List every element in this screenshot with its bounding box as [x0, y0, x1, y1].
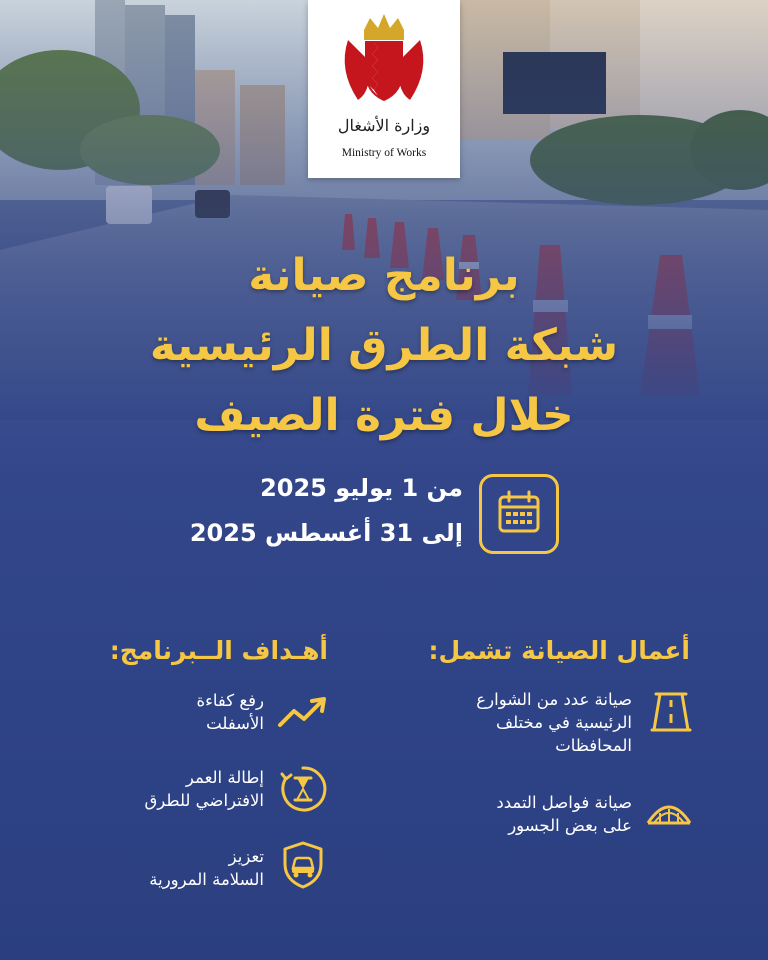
works-item-2-line-1: صيانة فواصل التمدد: [496, 793, 632, 812]
road-icon: [648, 690, 694, 734]
title-line-2: شبكة الطرق الرئيسية: [149, 320, 619, 371]
goals-item-2-line-1: إطالة العمر: [185, 768, 264, 787]
works-item-1: [476, 688, 632, 757]
works-item-1-line-3: المحافظات: [555, 736, 632, 755]
goals-item-3: [149, 845, 264, 891]
bahrain-emblem-icon: [308, 0, 460, 112]
goals-item-1-line-2: الأسفلت: [206, 714, 264, 733]
trend-up-icon: [276, 695, 330, 731]
ministry-logo: [308, 0, 460, 178]
goals-item-2: [145, 766, 265, 812]
works-item-2-line-2: على بعض الجسور: [508, 816, 632, 835]
logo-english-name: Ministry of Works: [341, 147, 427, 159]
title-line-1: برنامج صيانة: [248, 250, 520, 301]
goals-item-2-line-2: الافتراضي للطرق: [144, 791, 264, 810]
calendar-icon: [482, 477, 556, 551]
works-heading: أعمال الصيانة تشمل:: [428, 636, 690, 665]
goals-item-1: [196, 689, 264, 735]
goals-item-1-line-1: رفع كفاءة: [196, 691, 264, 710]
goals-item-3-line-2: السلامة المرورية: [149, 870, 264, 889]
calendar-frame: [479, 474, 559, 554]
date-to: إلى 31 أغسطس 2025: [189, 519, 463, 547]
bridge-icon: [644, 793, 694, 833]
car-shield-icon: [281, 840, 325, 890]
hourglass-icon: [278, 764, 328, 814]
goals-heading: أهـداف الــبرنامج:: [109, 636, 328, 665]
works-item-2: [496, 791, 632, 837]
title-line-3: خلال فترة الصيف: [194, 390, 574, 441]
works-item-1-line-2: الرئيسية في مختلف: [496, 713, 632, 732]
goals-item-3-line-1: تعزيز: [228, 847, 264, 866]
date-from: من 1 يوليو 2025: [260, 474, 463, 502]
logo-arabic-name: وزارة الأشغال: [337, 116, 431, 135]
works-item-1-line-1: صيانة عدد من الشوارع: [476, 690, 632, 709]
